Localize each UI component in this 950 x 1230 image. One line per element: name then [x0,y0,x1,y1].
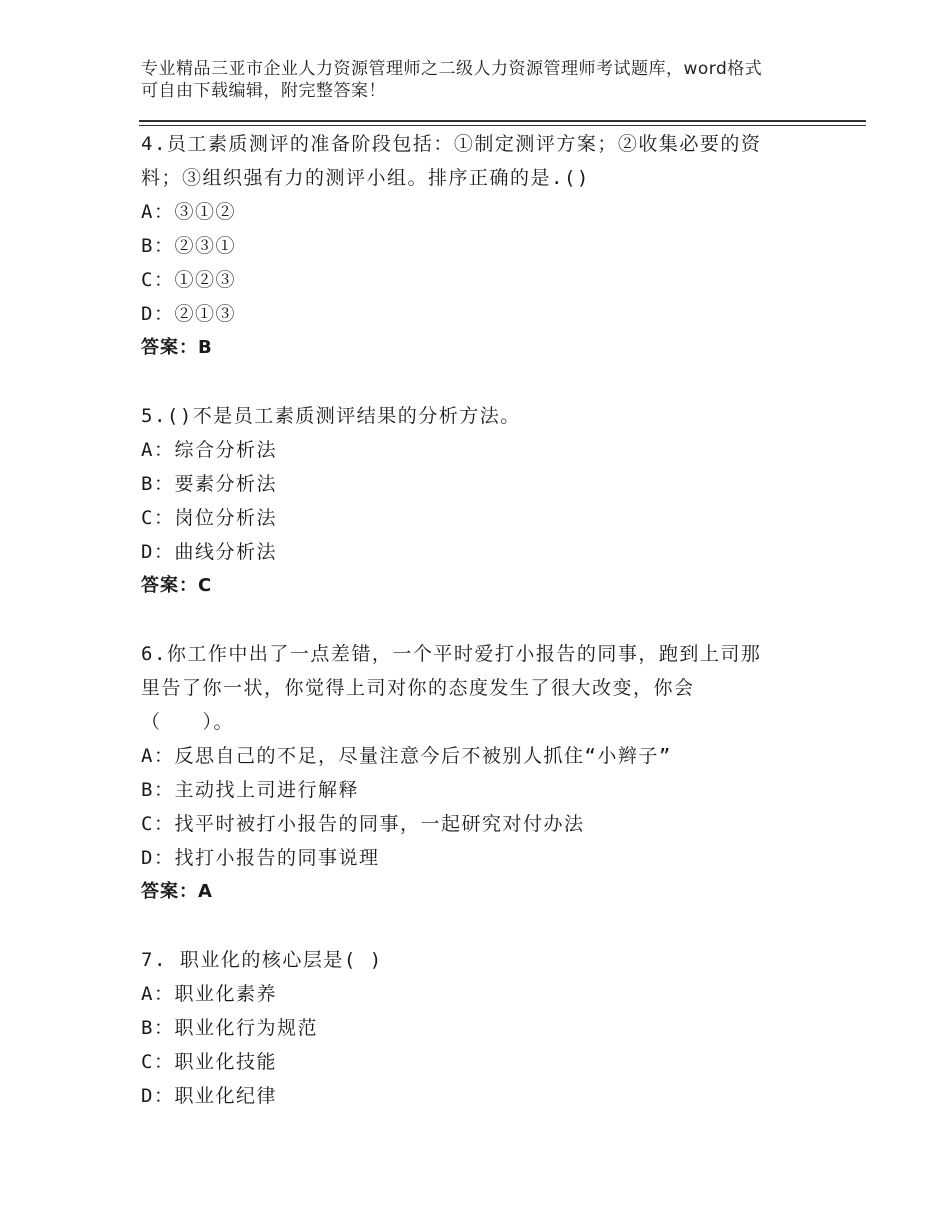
answer: 答案：B [141,337,213,358]
question-stem-line: 料；③组织强有力的测评小组。排序正确的是.() [141,167,590,189]
option-c: C：找平时被打小报告的同事，一起研究对付办法 [141,813,585,835]
header-rule-thin [139,125,866,126]
option-d: D：②①③ [141,303,236,325]
question-stem-line: 里告了你一状，你觉得上司对你的态度发生了很大改变，你会 [141,677,695,699]
option-d: D：职业化纪律 [141,1085,277,1107]
option-a: A：③①② [141,201,236,223]
answer: 答案：A [141,881,213,902]
question-list [141,127,861,1147]
option-d: D：曲线分析法 [141,541,277,563]
header-line-2: 可自由下载编辑，附完整答案！ [141,81,386,101]
question-5 [141,399,861,603]
option-a: A：职业化素养 [141,983,277,1005]
option-b: B：②③① [141,235,236,257]
option-c: C：①②③ [141,269,236,291]
option-c: C：职业化技能 [141,1051,277,1073]
header-rule-thick [139,120,866,122]
option-d: D：找打小报告的同事说理 [141,847,380,869]
question-stem-line: 4.员工素质测评的准备阶段包括：①制定测评方案；②收集必要的资 [141,133,762,155]
question-stem-line: 6.你工作中出了一点差错，一个平时爱打小报告的同事，跑到上司那 [141,643,762,665]
option-a: A：综合分析法 [141,439,277,461]
question-stem-line: （ ）。 [141,711,235,733]
question-stem-line: 7. 职业化的核心层是( ) [141,949,383,971]
header-line-1: 专业精品三亚市企业人力资源管理师之二级人力资源管理师考试题库，word格式 [141,59,763,79]
option-b: B：职业化行为规范 [141,1017,318,1039]
option-b: B：要素分析法 [141,473,277,495]
question-6 [141,637,861,909]
question-7 [141,943,861,1113]
document-header [141,58,841,102]
option-b: B：主动找上司进行解释 [141,779,359,801]
option-a: A：反思自己的不足，尽量注意今后不被别人抓住“小辫子” [141,745,672,767]
option-c: C：岗位分析法 [141,507,277,529]
question-4 [141,127,861,365]
question-stem-line: 5.()不是员工素质测评结果的分析方法。 [141,405,521,427]
answer: 答案：C [141,575,213,596]
